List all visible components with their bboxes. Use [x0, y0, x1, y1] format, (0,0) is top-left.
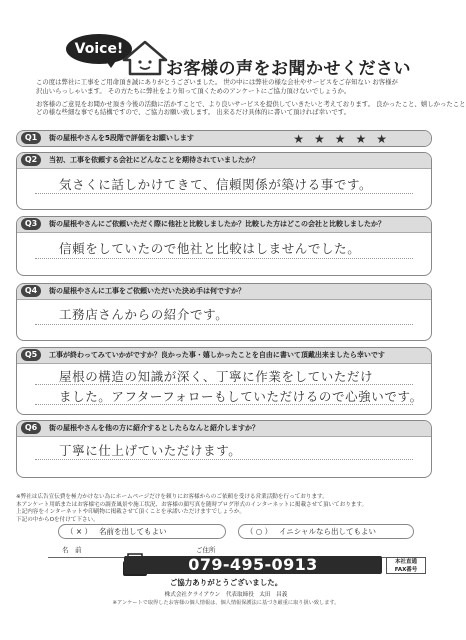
fax-number: 079-495-0913 [124, 556, 382, 574]
handwritten-answer: 工務店さんからの紹介です。 [59, 307, 229, 322]
note-line: 上記内容をインターネットや印刷物に掲載させて頂くことを承諾いただけますでしょうか。 [16, 509, 246, 516]
question-number: Q2 [21, 154, 41, 166]
question-5 [16, 347, 432, 415]
question-text: 街の屋根やさんに工事をご依頼いただいた決め手は何ですか？ [49, 287, 245, 295]
intro-line: お客様のご意見をお聞かせ頂き今後の活動に活かすことで、より良いサービスを提供していきたいと考えております。 良かったこと、嬉しかったこと [36, 99, 466, 108]
question-header [17, 348, 431, 364]
question-header [17, 421, 431, 437]
answer-rule [35, 193, 413, 194]
privacy-note: ※アンケートで取得したお客様の個人情報は、個人情報保護法に基づき厳重に取り扱い致します。 [112, 600, 340, 606]
speech-bubble-tail [104, 58, 118, 68]
note-line: 本アンケート用紙またはお客様宅の調査風景や施工状況、お客様の顔写真を随時ブログ形式のインターネットに掲載させて頂いております。 [16, 501, 368, 508]
thanks-message: ご協力ありがとうございました。 [169, 578, 283, 587]
option-mark: （ ○ ） [245, 527, 273, 536]
question-text: 街の屋根やさんを5段階で評価をお願いします [49, 134, 194, 142]
fax-label-line: FAX番号 [394, 567, 418, 573]
question-number: Q4 [21, 285, 41, 297]
note-line: ※弊社は広告宣伝費を極力かけない為にホームページだけを頼りにお客様からのご依頼を受ける営業活動を行っております。 [16, 494, 328, 500]
publication-notes [16, 494, 436, 524]
question-header [17, 153, 431, 169]
name-label: 名 前 [62, 546, 82, 554]
voice-badge: Voice! [66, 34, 132, 64]
handwritten-answer: 丁寧に仕上げていただけます。 [59, 443, 242, 458]
question-text: 街の屋根やさんを他の方に紹介するとしたらなんと紹介しますか？ [49, 424, 259, 432]
option-initials[interactable] [238, 524, 414, 539]
handwritten-answer: 気さくに話しかけてきて、信頼関係が築ける事です。 [59, 177, 373, 192]
question-1 [16, 130, 432, 147]
intro-line: 沢山いらっしゃいます。 その方たちに弊社をより知って頂くためのアンケートにご協力頂けないでしょうか。 [36, 86, 351, 95]
question-4 [16, 283, 432, 341]
handwritten-answer: 屋根の構造の知識が深く、丁寧に作業をしていただけ [59, 369, 374, 384]
intro-line: この度は弊社に工事をご用命頂き誠にありがとうございました。 世の中には弊社の様な会社やサービスをご存知ない お客様が [36, 78, 398, 86]
company-name: 株式会社クライアウン 代表取締役 太田 昌義 [164, 592, 288, 598]
answer-rule [35, 324, 413, 325]
answer-rule [35, 258, 413, 259]
question-number: Q3 [21, 218, 41, 230]
question-2 [16, 152, 432, 210]
option-mark: （ × ） [65, 527, 93, 536]
intro-text [36, 78, 466, 117]
question-header [17, 131, 431, 146]
question-6 [16, 420, 432, 478]
question-number: Q6 [21, 422, 41, 434]
option-full-name[interactable] [58, 524, 226, 539]
intro-line: どの様な些細な事でも結構ですので、ご協力お願い致します。 出来るだけ具体的に書いて頂ければ幸いです。 [36, 108, 351, 117]
question-number: Q1 [21, 132, 41, 144]
answer-rule [35, 384, 413, 385]
option-label: イニシャルなら出してもよい [279, 527, 377, 536]
page-title: お客様の声をお聞かせください [166, 59, 411, 79]
question-number: Q5 [21, 349, 41, 361]
option-label: 名前を出してもよい [99, 527, 167, 536]
answer-rule [35, 459, 413, 460]
fax-label-line: 本社直通 [394, 559, 417, 565]
question-text: 工事が終わってみていかがですか？良かった事・嬉しかったことを自由に書いて頂戴出来ましたら幸いです [49, 351, 385, 359]
fax-label [386, 557, 426, 574]
house-icon [122, 40, 168, 76]
handwritten-answer: 信頼をしていたので他社と比較はしませんでした。 [59, 241, 361, 256]
question-3 [16, 216, 432, 276]
answer-rule [35, 404, 413, 405]
handwritten-answer: ました。アフターフォローもしていただけるので心強いです。 [59, 389, 423, 404]
question-text: 当初、工事を依頼する会社にどんなことを期待されていましたか？ [49, 156, 259, 164]
question-text: 街の屋根やさんにご依頼いただく際に他社と比較しましたか？比較した方はどこの会社と比較しましたか？ [49, 220, 385, 228]
star-rating: ★★★★★ [293, 132, 397, 146]
question-header [17, 217, 431, 233]
note-line: 下記の中からOを付けて下さい。 [16, 516, 99, 523]
address-label: ご住所 [196, 546, 216, 554]
question-header [17, 284, 431, 300]
